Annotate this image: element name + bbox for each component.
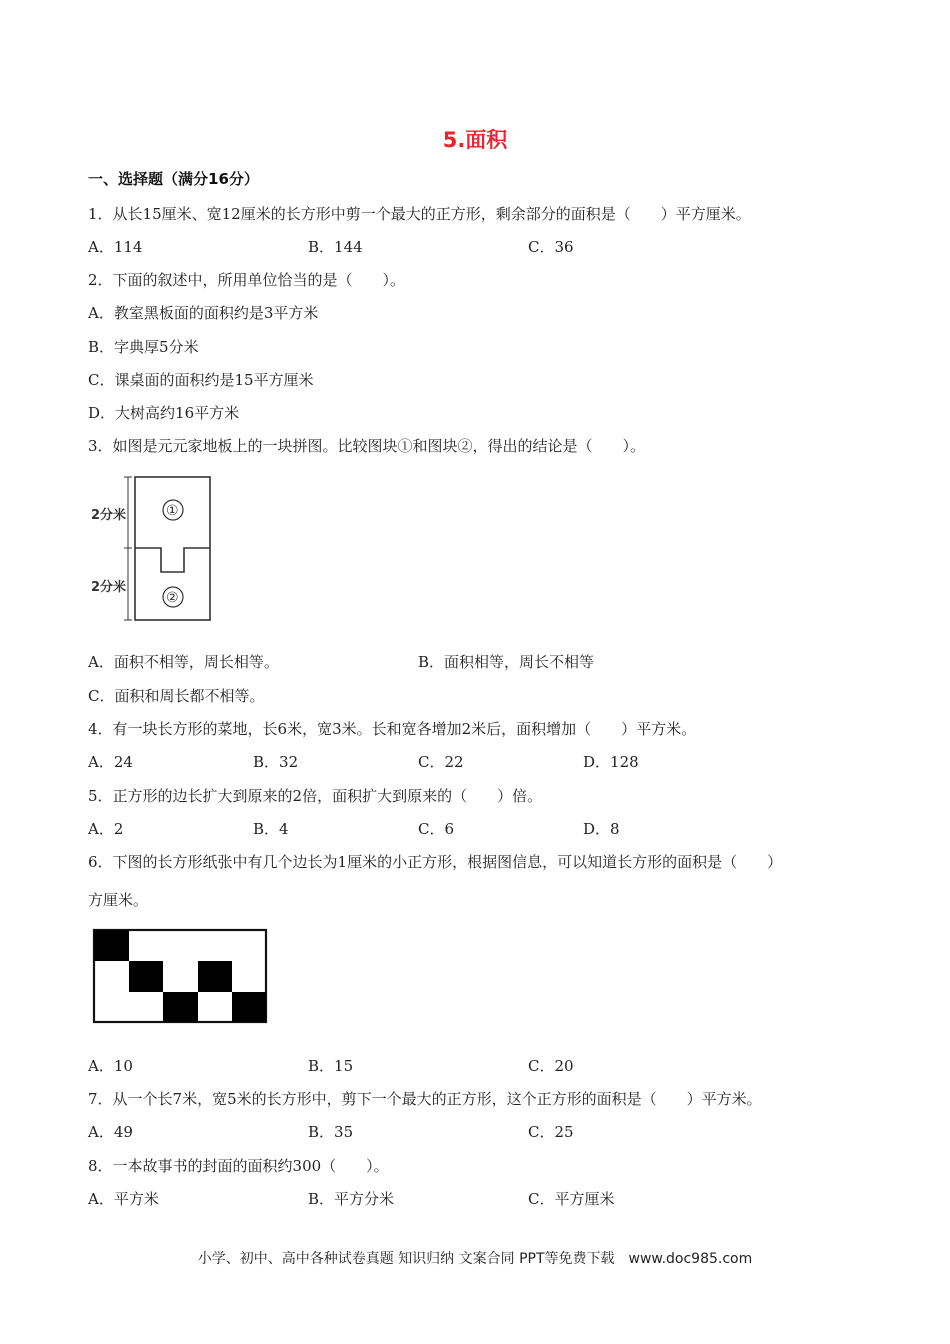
question-7-option-a: A．49 (88, 1123, 133, 1141)
question-4-option-b: B．32 (253, 753, 299, 771)
piece-1-label: ① (166, 503, 179, 519)
question-6-stem-continued: 方厘米。 (88, 891, 149, 909)
question-2-stem: 2．下面的叙述中，所用单位恰当的是（ ）。 (88, 271, 406, 289)
question-8-option-b: B．平方分米 (308, 1190, 395, 1208)
page-title: 5.面积 (442, 128, 508, 152)
question-5-stem: 5．正方形的边长扩大到原来的2倍，面积扩大到原来的（ ）倍。 (88, 787, 543, 805)
question-5-option-b: B．4 (253, 820, 289, 838)
question-1-option-a: A．114 (88, 238, 143, 256)
question-3-stem: 3．如图是元元家地板上的一块拼图。比较图块①和图块②，得出的结论是（ ）。 (88, 437, 646, 455)
question-4-option-c: C．22 (418, 753, 464, 771)
question-8-option-a: A．平方米 (88, 1190, 159, 1208)
question-3-option-b: B．面积相等，周长不相等 (418, 653, 595, 671)
question-5-option-a: A．2 (88, 820, 124, 838)
question-6-stem: 6．下图的长方形纸张中有几个边长为1厘米的小正方形，根据图信息，可以知道长方形的面积是（ ） (88, 853, 783, 871)
question-4-stem: 4．有一块长方形的菜地，长6米，宽3米。长和宽各增加2米后，面积增加（ ）平方米。 (88, 720, 697, 738)
question-8-option-c: C．平方厘米 (528, 1190, 615, 1208)
question-2-option-a: A．教室黑板面的面积约是3平方米 (88, 304, 319, 322)
question-8-stem: 8．一本故事书的封面的面积约300（ ）。 (88, 1157, 389, 1175)
question-2-option-d: D．大树高约16平方米 (88, 404, 240, 422)
question-2-option-b: B．字典厚5分米 (88, 338, 199, 356)
question-6-option-a: A．10 (88, 1057, 133, 1075)
dimension-label-top: 2分米 (91, 508, 127, 523)
question-5-option-d: D．8 (583, 820, 620, 838)
dimension-label-bottom: 2分米 (91, 580, 127, 595)
question-4-option-a: A．24 (88, 753, 133, 771)
question-2-option-c: C．课桌面的面积约是15平方厘米 (88, 371, 314, 389)
question-7-stem: 7．从一个长7米，宽5米的长方形中，剪下一个最大的正方形，这个正方形的面积是（ ）平方米。 (88, 1090, 762, 1108)
paper-squares-figure (92, 928, 270, 1026)
question-6-option-c: C．20 (528, 1057, 574, 1075)
question-7-option-b: B．35 (308, 1123, 354, 1141)
footer-banner: 小学、初中、高中各种试卷真题 知识归纳 文案合同 PPT等免费下载 www.doc985.com (197, 1251, 753, 1267)
question-1-option-c: C．36 (528, 238, 574, 256)
section-heading: 一、选择题（满分16分） (88, 170, 259, 188)
question-1-stem: 1．从长15厘米、宽12厘米的长方形中剪一个最大的正方形，剩余部分的面积是（ ）平方厘米。 (88, 205, 751, 223)
question-1-option-b: B．144 (308, 238, 363, 256)
question-7-option-c: C．25 (528, 1123, 574, 1141)
question-5-option-c: C．6 (418, 820, 455, 838)
piece-2-label: ② (166, 590, 179, 606)
question-4-option-d: D．128 (583, 753, 639, 771)
question-6-option-b: B．15 (308, 1057, 354, 1075)
question-3-option-c: C．面积和周长都不相等。 (88, 687, 265, 705)
tile-puzzle-figure (88, 470, 228, 630)
question-3-option-a: A．面积不相等，周长相等。 (88, 653, 279, 671)
